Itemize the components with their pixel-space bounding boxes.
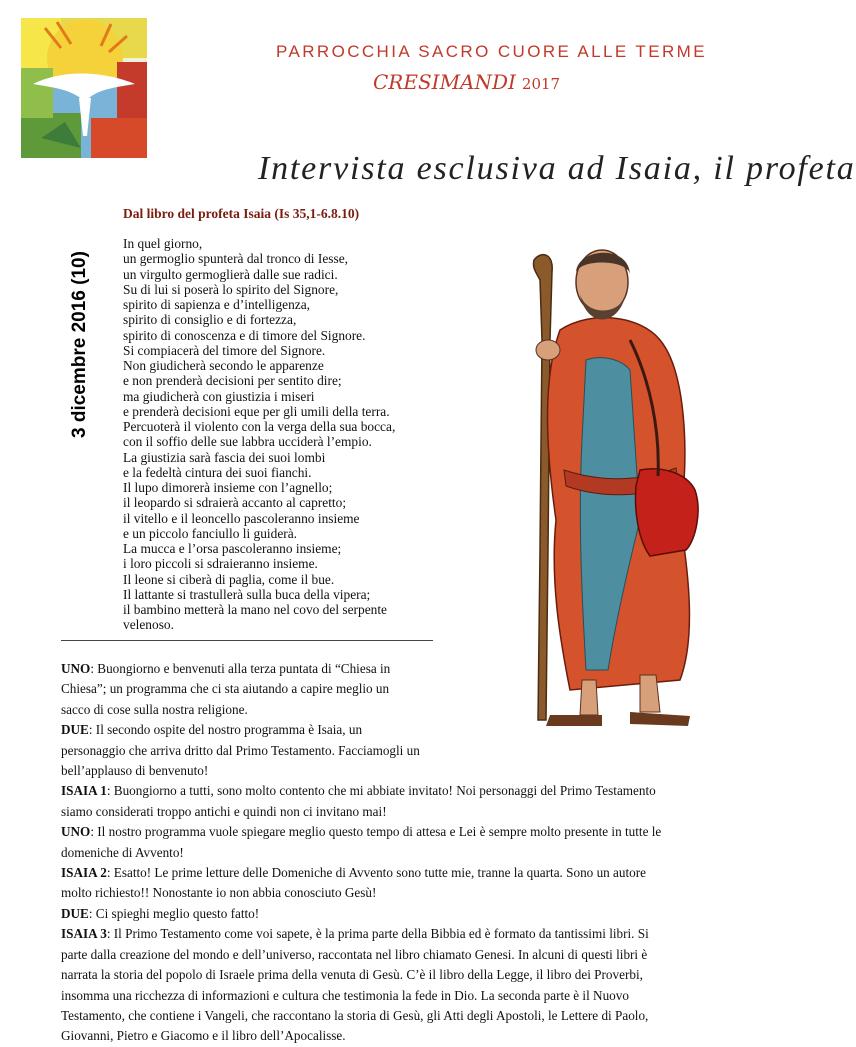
dialogue-text: bell’applauso di benvenuto! bbox=[61, 763, 209, 779]
dialogue-text: personaggio che arriva dritto dal Primo Testamento. Facciamogli un bbox=[61, 742, 420, 758]
dialogue-line bbox=[61, 700, 721, 720]
interview-dialogue bbox=[61, 659, 721, 1047]
reading-line: e prenderà decisioni eque per gli umili della terra. bbox=[123, 403, 390, 419]
speaker-name: DUE bbox=[61, 905, 89, 921]
dialogue-line bbox=[61, 965, 721, 985]
reading-heading: Dal libro del profeta Isaia (Is 35,1-6.8.10) bbox=[123, 206, 360, 221]
reading-line: Il lupo dimorerà insieme con l’agnello; bbox=[123, 480, 333, 495]
cresimandi-year: 2017 bbox=[521, 75, 561, 93]
reading-line: il bambino metterà la mano nel covo del serpente bbox=[123, 602, 388, 617]
dialogue-line bbox=[61, 863, 721, 883]
dialogue-line bbox=[61, 679, 721, 699]
dialogue-text: sacco di cose sulla nostra religione. bbox=[61, 701, 248, 717]
section-divider bbox=[61, 640, 433, 641]
reading-line: velenoso. bbox=[123, 617, 174, 633]
issue-date: 3 dicembre 2016 (10) bbox=[69, 251, 90, 438]
dialogue-line bbox=[61, 1026, 721, 1046]
dialogue-text: domeniche di Avvento! bbox=[61, 844, 184, 860]
reading-line: il vitello e il leoncello pascoleranno insieme bbox=[123, 510, 360, 526]
reading-line: un virgulto germoglierà dalle sue radici. bbox=[123, 266, 338, 282]
dialogue-line bbox=[61, 945, 721, 965]
reading-line: con il soffio delle sue labbra ucciderà l’empio. bbox=[123, 434, 372, 450]
speaker-name: ISAIA 1 bbox=[61, 783, 107, 799]
dialogue-text: Giovanni, Pietro e Giacomo e il libro dell’Apocalisse. bbox=[61, 1028, 346, 1044]
dialogue-line bbox=[61, 720, 721, 740]
reading-line: spirito di conoscenza e di timore del Signore. bbox=[123, 327, 366, 343]
dialogue-text: : Esatto! Le prime letture delle Domeniche di Avvento sono tutte mie, tranne la quarta. Sono un autore bbox=[106, 865, 646, 881]
dialogue-line bbox=[61, 924, 721, 944]
cresimandi-heading bbox=[373, 70, 560, 94]
dialogue-line bbox=[61, 822, 721, 842]
cresimandi-label: CRESIMANDI bbox=[373, 70, 516, 94]
reading-line: Si compiacerà del timore del Signore. bbox=[123, 342, 326, 358]
dialogue-line bbox=[61, 883, 721, 903]
reading-line: Non giudicherà secondo le apparenze bbox=[123, 358, 324, 373]
dialogue-text: : Il Primo Testamento come voi sapete, è la prima parte della Bibbia ed è formato da tantissimi libri. Si bbox=[106, 926, 649, 942]
parish-logo bbox=[21, 18, 147, 158]
reading-line: il leopardo si sdraierà accanto al capretto; bbox=[123, 495, 347, 511]
reading-line: Su di lui si poserà lo spirito del Signore, bbox=[123, 281, 339, 297]
dialogue-line bbox=[61, 761, 721, 781]
dialogue-line bbox=[61, 904, 721, 924]
reading-line: e la fedeltà cintura dei suoi fianchi. bbox=[123, 464, 312, 480]
reading-line: In quel giorno, bbox=[123, 236, 203, 251]
reading-line: i loro piccoli si sdraieranno insieme. bbox=[123, 556, 318, 572]
reading-line: ma giudicherà con giustizia i miseri bbox=[123, 388, 315, 404]
dialogue-text: : Buongiorno e benvenuti alla terza puntata di “Chiesa in bbox=[90, 661, 391, 676]
reading-line: Percuoterà il violento con la verga della sua bocca, bbox=[123, 419, 396, 434]
page-title: Intervista esclusiva ad Isaia, il profeta bbox=[258, 150, 856, 187]
dialogue-text: Chiesa”; un programma che ci sta aiutando a capire meglio un bbox=[61, 681, 390, 697]
reading-line: spirito di consiglio e di fortezza, bbox=[123, 312, 297, 328]
reading-line: e non prenderà decisioni per sentito dire; bbox=[123, 373, 342, 389]
dialogue-line bbox=[61, 843, 721, 863]
reading-line: La mucca e l’orsa pascoleranno insieme; bbox=[123, 541, 342, 556]
reading-line: un germoglio spunterà dal tronco di Iesse, bbox=[123, 251, 348, 267]
reading-line: Il lattante si trastullerà sulla buca della vipera; bbox=[123, 586, 371, 602]
dialogue-text: : Buongiorno a tutti, sono molto contento che mi abbiate invitato! Noi personaggi del Primo Testamento bbox=[106, 783, 656, 799]
reading-line: La giustizia sarà fascia dei suoi lombi bbox=[123, 449, 326, 465]
reading-line: spirito di sapienza e d’intelligenza, bbox=[123, 297, 311, 312]
dialogue-line bbox=[61, 659, 721, 679]
speaker-name: ISAIA 2 bbox=[61, 865, 107, 881]
dialogue-text: : Il nostro programma vuole spiegare meglio questo tempo di attesa e Lei è sempre molto presente in tutte le bbox=[90, 824, 662, 840]
dialogue-line bbox=[61, 1006, 721, 1026]
speaker-name: UNO bbox=[61, 661, 91, 676]
dialogue-line bbox=[61, 741, 721, 761]
dialogue-text: : Ci spieghi meglio questo fatto! bbox=[88, 905, 260, 921]
dialogue-text: : Il secondo ospite del nostro programma è Isaia, un bbox=[88, 722, 363, 738]
dialogue-text: narrata la storia del popolo di Israele prima della venuta di Gesù. C’è il libro della Legge, il libro dei Proverbi, bbox=[61, 967, 643, 983]
dialogue-line bbox=[61, 986, 721, 1006]
dialogue-text: parte dalla creazione del mondo e dell’universo, raccontata nel libro chiamato Genesi. In alcuni di questi libri è bbox=[61, 946, 648, 962]
reading-line: e un piccolo fanciullo li guiderà. bbox=[123, 525, 298, 541]
dialogue-line bbox=[61, 802, 721, 822]
speaker-name: UNO bbox=[61, 824, 91, 840]
dialogue-text: Testamento, che contiene i Vangeli, che raccontano la storia di Gesù, gli Atti degli Apostoli, le Lettere di Paolo, bbox=[61, 1007, 649, 1023]
speaker-name: ISAIA 3 bbox=[61, 926, 107, 942]
reading-text bbox=[123, 236, 483, 633]
dialogue-line bbox=[61, 781, 721, 801]
speaker-name: DUE bbox=[61, 722, 89, 738]
dialogue-text: siamo considerati troppo antichi e quindi non ci invitano mai! bbox=[61, 803, 387, 819]
parish-name: PARROCCHIA SACRO CUORE ALLE TERME bbox=[276, 42, 707, 61]
reading-line: Il leone si ciberà di paglia, come il bue. bbox=[123, 571, 335, 587]
dialogue-text: insomma una ricchezza di informazioni e cultura che testimonia la fede in Dio. La seconda parte è il Nuovo bbox=[61, 987, 629, 1003]
dialogue-text: molto richiesto!! Nonostante io non abbia conosciuto Gesù! bbox=[61, 885, 377, 901]
